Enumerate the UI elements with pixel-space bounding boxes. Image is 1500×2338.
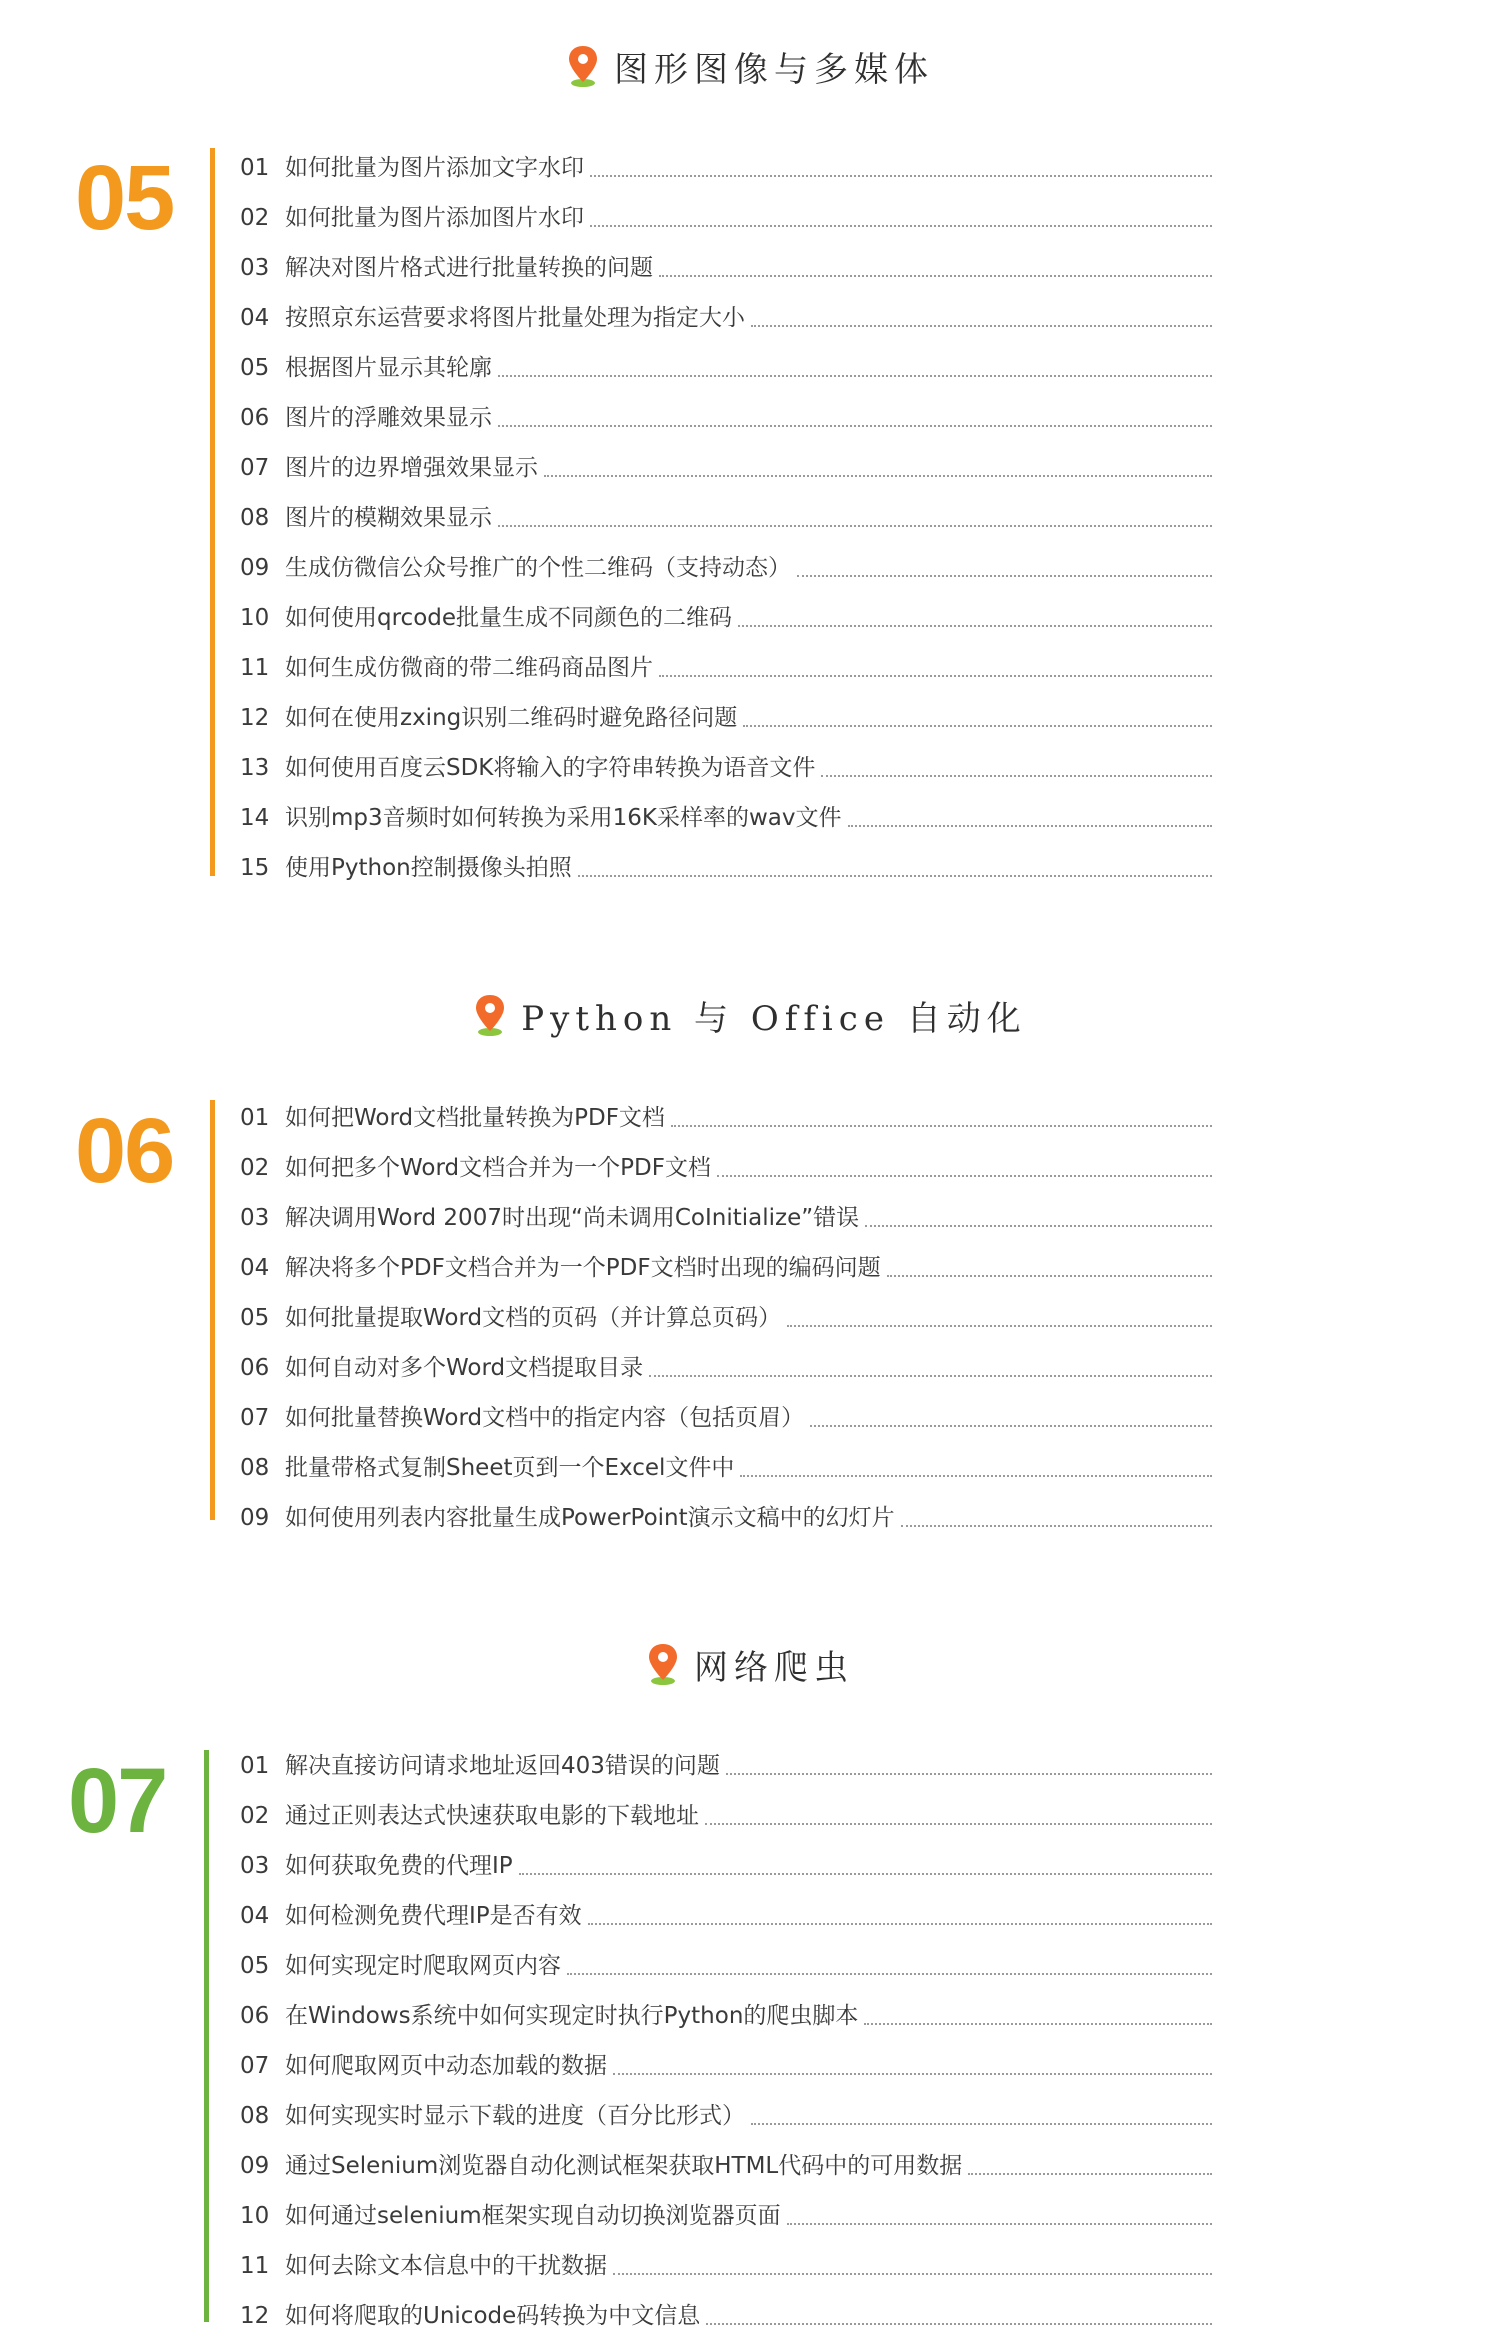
toc-item-title: 在Windows系统中如何实现定时执行Python的爬虫脚本 (285, 2003, 859, 2029)
dot-leader (887, 1275, 1212, 1277)
dot-leader (787, 2223, 1212, 2225)
item-list (240, 140, 1212, 890)
toc-item (240, 2138, 1212, 2188)
toc-item-number: 03 (240, 1853, 270, 1879)
toc-item (240, 790, 1212, 840)
dot-leader (726, 1773, 1212, 1775)
dot-leader (544, 475, 1212, 477)
toc-item (240, 1340, 1212, 1390)
dot-leader (797, 575, 1212, 577)
toc-item (240, 1090, 1212, 1140)
dot-leader (787, 1325, 1212, 1327)
toc-item (240, 590, 1212, 640)
section-header (0, 1634, 1500, 1694)
toc-item (240, 540, 1212, 590)
toc-item-title: 根据图片显示其轮廓 (285, 355, 492, 381)
toc-item-number: 03 (240, 1205, 270, 1231)
toc-item-title: 如何批量为图片添加图片水印 (285, 205, 584, 231)
dot-leader (567, 1973, 1212, 1975)
dot-leader (717, 1175, 1212, 1177)
toc-item (240, 1888, 1212, 1938)
section-bar (210, 148, 215, 876)
toc-item (240, 390, 1212, 440)
toc-item (240, 1390, 1212, 1440)
dot-leader (738, 625, 1212, 627)
toc-item (240, 740, 1212, 790)
toc-item (240, 1240, 1212, 1290)
toc-item (240, 2288, 1212, 2338)
toc-item-number: 07 (240, 1405, 270, 1431)
toc-item (240, 1988, 1212, 2038)
toc-item-number: 09 (240, 555, 270, 581)
toc-item (240, 190, 1212, 240)
toc-item-number: 10 (240, 605, 270, 631)
toc-item-number: 02 (240, 1803, 270, 1829)
toc-item (240, 2088, 1212, 2138)
toc-item-number: 02 (240, 1155, 270, 1181)
toc-item (240, 640, 1212, 690)
toc-item-title: 生成仿微信公众号推广的个性二维码（支持动态） (285, 555, 791, 581)
toc-item-title: 识别mp3音频时如何转换为采用16K采样率的wav文件 (285, 805, 842, 831)
toc-item-number: 03 (240, 255, 270, 281)
toc-item (240, 440, 1212, 490)
toc-item-title: 解决调用Word 2007时出现“尚未调用CoInitialize”错误 (285, 1205, 860, 1231)
toc-item-title: 按照京东运营要求将图片批量处理为指定大小 (285, 305, 745, 331)
section-number: 05 (75, 147, 174, 249)
toc-item-number: 10 (240, 2203, 270, 2229)
dot-leader (751, 2123, 1212, 2125)
dot-leader (613, 2073, 1212, 2075)
dot-leader (590, 225, 1212, 227)
section-title: Python 与 Office 自动化 (521, 998, 1027, 1039)
toc-item (240, 490, 1212, 540)
toc-item-title: 如何通过selenium框架实现自动切换浏览器页面 (285, 2203, 781, 2229)
dot-leader (901, 1525, 1212, 1527)
toc-item-number: 05 (240, 1305, 270, 1331)
section-header (0, 985, 1500, 1045)
dot-leader (659, 675, 1212, 677)
dot-leader (659, 275, 1212, 277)
toc-item-number: 05 (240, 355, 270, 381)
toc-item-number: 01 (240, 1105, 270, 1131)
toc-item (240, 1938, 1212, 1988)
dot-leader (705, 1823, 1212, 1825)
toc-item (240, 290, 1212, 340)
toc-item (240, 1490, 1212, 1540)
dot-leader (613, 2273, 1212, 2275)
dot-leader (498, 425, 1212, 427)
toc-item-number: 07 (240, 455, 270, 481)
toc-item-title: 如何使用列表内容批量生成PowerPoint演示文稿中的幻灯片 (285, 1505, 895, 1531)
toc-item-title: 图片的模糊效果显示 (285, 505, 492, 531)
toc-item-number: 09 (240, 2153, 270, 2179)
toc-item-number: 08 (240, 2103, 270, 2129)
item-list (240, 1090, 1212, 1540)
section-title: 图形图像与多媒体 (614, 49, 934, 90)
toc-item-number: 11 (240, 655, 270, 681)
toc-item-title: 如何自动对多个Word文档提取目录 (285, 1355, 644, 1381)
toc-item-title: 如何把Word文档批量转换为PDF文档 (285, 1105, 665, 1131)
toc-item (240, 240, 1212, 290)
toc-item-number: 12 (240, 2303, 270, 2329)
toc-item (240, 690, 1212, 740)
dot-leader (865, 1225, 1212, 1227)
dot-leader (751, 325, 1212, 327)
toc-item (240, 1788, 1212, 1838)
toc-item-number: 06 (240, 405, 270, 431)
toc-item-number: 06 (240, 2003, 270, 2029)
toc-item-title: 如何将爬取的Unicode码转换为中文信息 (285, 2303, 701, 2329)
dot-leader (578, 875, 1212, 877)
toc-item-number: 05 (240, 1953, 270, 1979)
toc-item-number: 04 (240, 1903, 270, 1929)
dot-leader (649, 1375, 1212, 1377)
toc-item-title: 通过正则表达式快速获取电影的下载地址 (285, 1803, 699, 1829)
toc-item-title: 图片的浮雕效果显示 (285, 405, 492, 431)
toc-item (240, 1290, 1212, 1340)
toc-item (240, 1838, 1212, 1888)
toc-item (240, 2188, 1212, 2238)
toc-item-number: 08 (240, 505, 270, 531)
toc-item-title: 如何实现实时显示下载的进度（百分比形式） (285, 2103, 745, 2129)
dot-leader (498, 525, 1212, 527)
toc-item-number: 02 (240, 205, 270, 231)
toc-item-title: 如何使用qrcode批量生成不同颜色的二维码 (285, 605, 733, 631)
dot-leader (671, 1125, 1212, 1127)
toc-item-number: 12 (240, 705, 270, 731)
toc-item-title: 如何生成仿微商的带二维码商品图片 (285, 655, 653, 681)
toc-item (240, 340, 1212, 390)
section-header (0, 36, 1500, 96)
toc-item-number: 01 (240, 155, 270, 181)
toc-item (240, 2038, 1212, 2088)
toc-item-title: 如何批量提取Word文档的页码（并计算总页码） (285, 1305, 782, 1331)
section-bar (210, 1100, 215, 1520)
toc-item-number: 07 (240, 2053, 270, 2079)
toc-item-title: 解决对图片格式进行批量转换的问题 (285, 255, 653, 281)
item-list (240, 1738, 1212, 2338)
toc-item-title: 批量带格式复制Sheet页到一个Excel文件中 (285, 1455, 735, 1481)
toc-item-title: 使用Python控制摄像头拍照 (285, 855, 572, 881)
toc-item-title: 通过Selenium浏览器自动化测试框架获取HTML代码中的可用数据 (285, 2153, 963, 2179)
toc-item-title: 解决直接访问请求地址返回403错误的问题 (285, 1753, 720, 1779)
toc-item-title: 解决将多个PDF文档合并为一个PDF文档时出现的编码问题 (285, 1255, 881, 1281)
toc-item-number: 08 (240, 1455, 270, 1481)
toc-item (240, 1140, 1212, 1190)
toc-item-title: 如何获取免费的代理IP (285, 1853, 513, 1879)
location-pin-icon (473, 993, 507, 1037)
dot-leader (740, 1475, 1212, 1477)
location-pin-icon (646, 1642, 680, 1686)
toc-item-number: 13 (240, 755, 270, 781)
dot-leader (588, 1923, 1212, 1925)
toc-item-number: 09 (240, 1505, 270, 1531)
dot-leader (848, 825, 1212, 827)
section-title: 网络爬虫 (694, 1647, 854, 1688)
dot-leader (519, 1873, 1212, 1875)
toc-item-title: 如何在使用zxing识别二维码时避免路径问题 (285, 705, 738, 731)
dot-leader (590, 175, 1212, 177)
dot-leader (968, 2173, 1212, 2175)
location-pin-icon (566, 44, 600, 88)
dot-leader (706, 2323, 1212, 2325)
toc-item-number: 01 (240, 1753, 270, 1779)
toc-item-number: 04 (240, 305, 270, 331)
toc-item (240, 1738, 1212, 1788)
dot-leader (498, 375, 1212, 377)
toc-item-title: 如何批量替换Word文档中的指定内容（包括页眉） (285, 1405, 805, 1431)
toc-item-number: 04 (240, 1255, 270, 1281)
section-bar (204, 1750, 209, 2322)
toc-item-title: 如何批量为图片添加文字水印 (285, 155, 584, 181)
toc-item-title: 如何实现定时爬取网页内容 (285, 1953, 561, 1979)
toc-item (240, 1190, 1212, 1240)
dot-leader (864, 2023, 1212, 2025)
toc-item-number: 14 (240, 805, 270, 831)
section-number: 07 (68, 1750, 167, 1852)
dot-leader (743, 725, 1212, 727)
toc-item-title: 如何把多个Word文档合并为一个PDF文档 (285, 1155, 711, 1181)
toc-item (240, 140, 1212, 190)
toc-item-number: 11 (240, 2253, 270, 2279)
toc-item-number: 15 (240, 855, 270, 881)
toc-item-title: 如何爬取网页中动态加载的数据 (285, 2053, 607, 2079)
section-number: 06 (75, 1100, 174, 1202)
toc-item (240, 2238, 1212, 2288)
toc-item-title: 如何去除文本信息中的干扰数据 (285, 2253, 607, 2279)
dot-leader (810, 1425, 1212, 1427)
toc-item-title: 如何使用百度云SDK将输入的字符串转换为语音文件 (285, 755, 816, 781)
toc-item (240, 1440, 1212, 1490)
toc-item-title: 图片的边界增强效果显示 (285, 455, 538, 481)
toc-item-title: 如何检测免费代理IP是否有效 (285, 1903, 582, 1929)
toc-item-number: 06 (240, 1355, 270, 1381)
dot-leader (821, 775, 1212, 777)
toc-item (240, 840, 1212, 890)
